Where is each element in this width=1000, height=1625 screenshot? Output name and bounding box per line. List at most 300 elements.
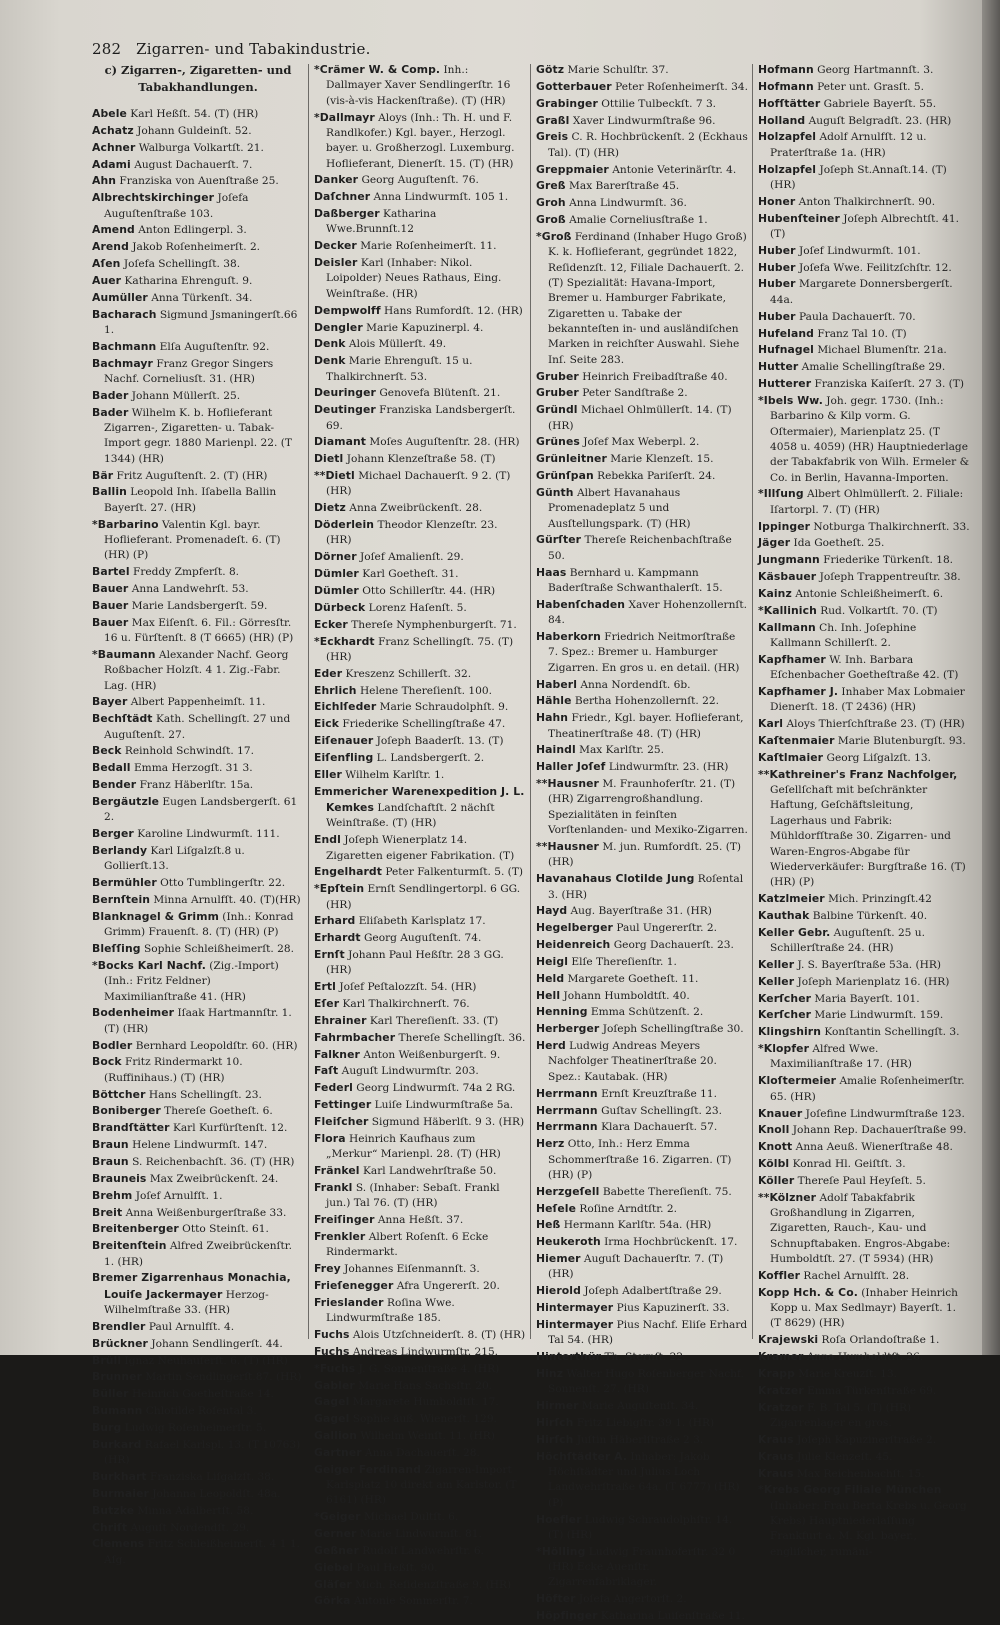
entry-details: J. S. Bayerſtraße 53a. (HR) [794,958,941,971]
entry-details: Ludwig Schraudolphſtr. 14. (T) (HR) [548,1513,733,1541]
entry-name: Diamant [314,435,367,449]
page-header [92,40,692,58]
entry-details: Rafael Karlspl. 13. (T 10763) (HR) [104,1438,301,1467]
directory-entry [92,239,304,255]
entry-details: Irma Hochbrückenſt. 17. [600,1236,738,1249]
entry-name: Herrmann [536,1103,598,1117]
entry-details: Margarete Goetheſt. 11. [564,972,699,985]
directory-entry [92,1403,304,1419]
directory-entry [758,243,970,259]
entry-details: Kath. Schellingſt. 27 und Auguſtenſt. 27. [104,713,291,741]
directory-entry [92,484,304,516]
directory-entry [536,1415,748,1431]
directory-entry [758,991,970,1007]
entry-details: Wilhelm Weinſt. 11. (HR) [357,1430,495,1443]
entry-name: Bartel [92,565,130,579]
directory-entry [314,716,526,732]
directory-entry [758,957,970,973]
directory-entry [314,62,526,109]
entry-details: Lorenz Haſenſt. 5. [365,601,467,614]
entry-details: Joſeph Schellingſtraße 30. [599,1023,744,1036]
entry-name: Ballin [92,485,127,499]
entry-details: Joſeph Wienerplatz 14. Zigaretten eigener Fabrikation. (T) [326,834,515,862]
column-1 [92,62,304,1569]
directory-entry [536,468,748,484]
directory-entry [758,1432,970,1448]
entry-name: Deuringer [314,386,376,400]
entry-name: Havanahaus Clotilde Jung [536,872,695,886]
entry-details: Karoline Lindwurmſt. 111. [133,828,280,841]
entry-name: *Crämer W. & Comp. [314,63,441,76]
entry-details: Joſefa Angertorſt. 2. [575,1593,687,1606]
entry-name: Bock [92,1055,122,1069]
entry-name: Chriſt [92,1520,128,1534]
directory-entry [536,1317,748,1349]
entry-details: Joſeph Kapuzinerſtraße 2. [793,1433,937,1446]
entry-details: Alfred Wwe. Maximilianſtraße 17. (HR) [770,1043,912,1071]
entry-name: Ertl [314,980,336,994]
entry-name: Haberl [536,677,577,691]
entry-details: Ernſt Sendlingertorpl. 6 GG. (HR) [326,883,521,911]
entry-details: Walter Hugo Roſenberger Nachf. Sonnenſt. 27. (HR) [548,1368,744,1396]
entry-name: Gartner [314,1445,362,1459]
entry-details: Heinrich Freibadſtraße 40. [578,370,728,383]
entry-name: Federl [314,1081,353,1095]
entry-name: Herberger [536,1022,600,1036]
entry-name: *Barbarino [92,517,159,531]
directory-entry [758,974,970,990]
entry-name: Flora [314,1131,346,1145]
column-2 [314,62,526,1610]
directory-entry [536,710,748,742]
directory-entry [92,875,304,891]
entry-details: Anna Dachauerſt. 28. [361,1446,480,1459]
entry-name: Kainz [758,587,792,600]
entry-details: Franz Häberlſtr. 15a. [136,779,254,792]
entry-details: Marie Klenzeſt. 15. [606,453,714,466]
directory-entry [92,615,304,647]
entry-details: Joſefa Schellingſt. 38. [120,258,241,271]
entry-name: Breit [92,1205,123,1219]
directory-entry [536,776,748,838]
directory-entry [536,62,748,78]
entry-name: Dietz [314,501,346,515]
entry-details: Katharina Ehrenguſt. 9. [121,274,253,287]
entry-details: Karl Kurfürſtenſt. 12. [169,1122,288,1135]
entry-name: Bader [92,388,129,402]
directory-entry [536,971,748,987]
entry-name: Huber [758,243,796,257]
entry-details: Balbine Türkenſt. 40. [809,909,928,922]
entry-details: Johann Klenzeſtraße 58. (T) [343,453,496,466]
directory-entry [92,1188,304,1204]
column-3 [536,62,748,1625]
entry-name: Denk [314,354,346,368]
entry-details: Sophie äuß. Wienerſt. 129. [349,1413,498,1426]
directory-entry [758,162,970,194]
entry-name: Achner [92,140,136,154]
entry-name: Heigl [536,954,568,968]
entry-details: Fritz Rindermarkt 10. (Ruffinihaus.) (T) (HR) [104,1056,243,1084]
entry-name: Haindl [536,743,576,757]
directory-entry [314,320,526,336]
entry-details: Rudolf Landwehrſtr. 6. [358,1544,484,1557]
directory-entry [536,129,748,161]
directory-entry [314,1327,526,1343]
entry-details: Xaver Hohenzollernſt. 84. [548,598,747,627]
entry-name: Knott [758,1140,793,1154]
entry-details: Joſeph Marienplatz 16. (HR) [794,975,950,988]
entry-details: Xaver Lindwurmſtraße 96. [569,114,716,127]
entry-name: *Geiger [314,1510,361,1524]
directory-entry [758,276,970,308]
directory-entry [314,996,526,1012]
entry-name: Bedall [92,761,131,775]
entry-details: Peter Roſenheimerſt. 34. [611,80,748,93]
directory-entry [92,1038,304,1054]
entry-name: Ippinger [758,519,811,533]
entry-details: Anton Thalkirchnerſt. 90. [795,195,936,208]
directory-entry [314,634,526,666]
entry-name: Arend [92,240,129,254]
directory-entry [314,468,526,500]
entry-name: Kapfhamer [758,652,826,666]
entry-details: August Dachauerſt. 7. [130,158,253,171]
entry-details: Fritz Auguſtenſt. 2. (T) (HR) [113,469,268,482]
entry-name: Bodler [92,1038,133,1052]
entry-details: (Zig.-Import) (Inh.: Fritz Feldner) Maximilianſtraße 41. (HR) [104,959,279,1003]
directory-entry [92,468,304,484]
entry-details: Georg Auguſtenſt. 76. [358,174,479,187]
directory-entry [92,123,304,139]
directory-entry [314,189,526,205]
directory-entry [314,699,526,715]
directory-entry [314,1013,526,1029]
entry-details: W. Inh. Barbara Eſchenbacher Goetheſtraße 42. (T) [770,653,959,682]
directory-entry [92,1103,304,1119]
entry-name: *Hölling [536,1544,586,1558]
entry-name: Dürbeck [314,600,366,614]
directory-entry [536,920,748,936]
directory-entry [536,485,748,532]
entry-name: Dörner [314,550,357,564]
entry-name: Erhard [314,914,356,928]
entry-details: Max Barerſtraße 45. [565,180,680,193]
directory-entry [536,1234,748,1250]
directory-entry [536,1217,748,1233]
entry-name: Dietl [314,452,344,466]
directory-entry [92,694,304,710]
entry-name: Haberkorn [536,630,601,644]
entry-name: Kallmann [758,620,816,634]
directory-entry [536,565,748,597]
entry-details: Roſental 3. (HR) [548,873,744,901]
entry-name: Aumüller [92,290,148,304]
directory-entry [758,211,970,243]
directory-entry [536,1103,748,1119]
entry-name: Clemens [92,1537,145,1551]
entry-name: *Fuchs [314,1361,356,1375]
entry-details: Johann Müllerſt. 25. [128,389,241,402]
entry-details: Katharina Wwe.Brunnſt.12 [326,208,437,236]
directory-entry [92,1270,304,1318]
entry-details: Hermann Karlſtr. 54a. (HR) [560,1219,712,1232]
directory-entry [536,1038,748,1085]
entry-name: Decker [314,239,357,253]
entry-details: Ferdinand (Inhaber Hugo Groß) K. k. Hoflieferant, gegründet 1822, Reſidenzſt. 12, Filiale Dachauerſt. 2. (T) Spezialität: Havana-Import, Bremer u. Hamburger Fabrikate, Zigaretten u. Tabake der bekannteſten in- und ausländiſchen Marken in reichſter Auswahl. Siehe Inſ. Seite 283. [548,230,747,366]
entry-name: Kerſcher [758,991,812,1005]
entry-name: *Epſtein [314,882,365,896]
directory-entry [314,767,526,783]
entry-details: Joſeph Baaderſt. 13. (T) [373,735,504,748]
entry-details: Alexander Nachf. Georg Roßbacher Holzſt. 4 1. Zig.-Fabr. Lag. (HR) [104,648,289,692]
entry-name: Braun [92,1138,129,1152]
directory-entry [92,1369,304,1385]
entry-details: Karl Liſgalzſt.8 u. Gollierſt.13. [104,844,245,873]
entry-details: Babette Thereſienſt. 75. [599,1185,732,1198]
directory-entry [536,629,748,676]
directory-entry [92,581,304,597]
entry-details: Albert Roſenſt. 6 Ecke Rindermarkt. [326,1230,489,1259]
entry-details: (Inhaber Heinrich Kopp u. Max Sedlmayr) Bayerſt. 1. (T 8629) (HR) [770,1286,958,1330]
directory-entry [92,517,304,564]
entry-details: Thereſe Paul Heyſeſt. 5. [794,1174,926,1187]
entry-details: Sophie Schleißheimerſt. 28. [140,943,294,956]
entry-details: Peter unt. Grasſt. 5. [813,80,924,93]
directory-entry [92,1536,304,1568]
entry-name: Hutterer [758,377,812,391]
directory-entry [536,1349,748,1365]
entry-details: Martin Sendlingerſt.87. (HR) [141,1371,302,1384]
entry-details: Anna Nordendſt. 6b. [577,678,691,691]
entry-details: Michael Dachauerſt. 9 2. (T) (HR) [326,470,511,498]
entry-details: Pius Nachf. Eliſe Erhard Tal 54. (HR) [548,1318,748,1347]
entry-name: Kölbl [758,1157,790,1171]
column-divider [530,64,531,1339]
entry-name: Burg [92,1421,122,1434]
entry-details: Antonie Sommerſtr. 7. [350,1595,473,1608]
entry-details: Marie Hans Sachsſtr. 20. [354,1379,493,1392]
directory-entry [314,1344,526,1360]
entry-details: Franziska von Auenſtraße 25. [116,175,279,188]
directory-entry [758,569,970,585]
directory-entry [758,62,970,78]
entry-name: Danker [314,173,359,187]
entry-name: Faſt [314,1064,339,1078]
directory-entry [758,1466,970,1482]
entry-details: Mich. Prinzingſt.42 [824,893,932,906]
directory-entry [758,96,970,112]
entry-name: Dümler [314,567,359,581]
directory-entry [314,172,526,188]
entry-details: Amalie Corneliusſtraße 1. [565,214,708,227]
entry-details: Thereſe Nymphenburgerſt. 71. [347,618,517,631]
directory-entry [314,947,526,979]
entry-name: Ehrainer [314,1013,367,1027]
entry-name: Hintermayer [536,1317,614,1331]
directory-entry [314,549,526,565]
entry-details: Freddy Zmpferſt. 8. [129,566,240,579]
entry-details: Anna Türkenſt. 34. [147,291,253,304]
directory-entry [758,733,970,749]
directory-entry [92,958,304,1005]
entry-name: Herrmann [536,1086,598,1100]
entry-name: Henning [536,1005,588,1019]
entry-details: Georg Dachauerſt. 23. [610,939,734,952]
entry-name: Fleiſcher [314,1115,369,1128]
entry-name: Keller [758,974,795,988]
entry-name: Hinz [536,1367,564,1380]
directory-entry [758,79,970,95]
directory-entry [92,598,304,614]
directory-entry [536,162,748,178]
directory-entry [92,1520,304,1536]
entry-name: Eiſenfling [314,750,374,764]
directory-entry [536,532,748,564]
entry-details: Mich. Reſidenzſtraße 9. (HR) [351,1578,512,1591]
entry-name: Kopp Hch. & Co. [758,1285,858,1299]
directory-entry [536,839,748,871]
entry-name: Berger [92,827,134,841]
entry-name: Hubenſteiner [758,211,840,225]
directory-entry [92,564,304,580]
entry-name: Görka [314,1594,351,1608]
entry-details: Ludwig Roſenheimerſtr. 5. [121,1422,267,1434]
entry-details: J. G. Sonnenſtraße 4. (HR) [355,1362,500,1375]
directory-entry [92,273,304,289]
entry-details: Margarete Donnersbergerſt. 44a. [770,278,953,306]
entry-details: Anna Humboldtſt. 26. [803,1351,924,1364]
directory-entry [314,1295,526,1327]
directory-entry [536,1004,748,1020]
entry-details: Otto Schillerſtr. 44. (HR) [358,585,496,597]
entry-name: Hoefler [536,1512,582,1526]
entry-name: Hierold [536,1284,581,1298]
entry-name: Höfter [536,1592,576,1606]
directory-entry [314,206,526,238]
directory-entry [536,677,748,693]
entry-details: Ida Goetheſt. 25. [790,537,885,550]
entry-details: Konſtantin Schellingſt. 3. [821,1026,960,1039]
entry-name: Hirſch [536,1432,574,1446]
entry-details: Rebekka Pariſerſt. 24. [593,470,716,483]
entry-details: Franz Schellingſt. 75. (T)(HR) [326,635,514,663]
directory-entry [758,891,970,907]
entry-name: Hufnagel [758,343,814,357]
entry-details: Johann Sendlingerſt. 44. [147,1337,283,1350]
directory-entry [314,402,526,434]
entry-name: Bachmann [92,339,157,353]
entry-details: Alois Utzſchneiderſt. 8. (T) (HR) [349,1328,526,1341]
entry-details: Minna Adalbertſt. 58. [134,1504,254,1517]
directory-entry [758,684,970,716]
directory-entry [314,1445,526,1461]
entry-details: Bertha Hohenzollernſt. 22. [571,695,719,708]
directory-entry [92,941,304,957]
entry-name: Hähle [536,694,572,708]
page-running-title: Zigarren- und Tabakindustrie. [136,40,371,58]
entry-name: Kratzer [758,1383,804,1397]
directory-entry [758,1106,970,1122]
entry-name: Habenſchaden [536,597,626,611]
directory-entry [314,1063,526,1079]
entry-details: Sigmund Häberlſt. 9 3. (HR) [368,1116,525,1128]
directory-entry [92,892,304,908]
entry-details: Michael Ohlmüllerſt. 14. (T)(HR) [548,404,732,432]
directory-entry [314,832,526,864]
directory-entry [536,402,748,434]
directory-entry [758,113,970,129]
entry-details: Amalie Roſenheimerſtr. 65. (HR) [770,1075,965,1103]
directory-entry [536,1119,748,1135]
entry-name: Heukeroth [536,1235,601,1249]
directory-entry [314,110,526,172]
entry-details: Joſeph St.Annaſt.14. (T)(HR) [770,163,947,191]
directory-entry [758,716,970,732]
entry-details: Joſefa Auguſtenſtraße 103. [104,192,249,220]
entry-name: Groß [536,213,566,227]
entry-name: Huber [758,277,796,291]
entry-details: Herzog-Wilhelmſtraße 33. (HR) [104,1288,269,1317]
entry-name: Bleſſing [92,942,141,956]
directory-entry [536,759,748,775]
directory-entry [536,369,748,385]
directory-entry [536,385,748,401]
directory-entry [314,683,526,699]
entry-details: Paula Dachauerſt. 70. [795,310,916,323]
entry-name: Hiemer [536,1252,581,1266]
entry-name: Gallion [314,1429,358,1443]
entry-name: Herrmann [536,1120,598,1134]
directory-entry [758,1383,970,1399]
entry-details: Emma Türkenſtraße 69. [803,1384,937,1397]
entry-name: Grünleitner [536,452,607,466]
entry-name: Fuchs [314,1344,350,1358]
directory-entry [758,1482,970,1560]
entry-details: Ernſt Kreuzſtraße 11. [597,1087,718,1100]
entry-name: Höchſtädter A. [536,1449,628,1463]
entry-details: Joſef Lindwurmſt. 101. [795,244,921,257]
entry-name: Held [536,971,565,985]
directory-entry [314,881,526,913]
entry-name: *Kallinich [758,603,817,617]
directory-entry [92,290,304,306]
entry-details: Ignaz Neuhauſerſt. 6. (T) (HR) [121,1354,288,1367]
entry-name: Engelhardt [314,865,383,879]
directory-entry [758,620,970,652]
directory-entry [314,1394,526,1410]
directory-entry [758,908,970,924]
directory-entry [92,1420,304,1436]
entry-details: Albert Ohlmüllerſt. 2. Filiale: Iſartorpl. 7. (T) (HR) [770,488,964,516]
entry-details: Aug. Bayerſtraße 31. (HR) [567,905,712,918]
entry-details: (Inh.: Konrad Grimm) Frauenſt. 8. (T) (HR) (P) [104,910,294,939]
directory-entry [536,1201,748,1217]
entry-details: Rachel Arnulfſt. 28. [800,1269,910,1282]
entry-details: Walburga Volkartſt. 21. [135,141,264,154]
entry-details: Otto Steinſt. 61. [178,1223,269,1236]
entry-details: Max Karlſtr. 25. [575,744,664,757]
entry-name: Brandſtätter [92,1121,170,1135]
entry-name: Fahrmbacher [314,1030,396,1044]
directory-entry [92,256,304,272]
directory-entry [92,1205,304,1221]
entry-name: Eick [314,717,340,731]
entry-name: Achatz [92,123,134,137]
entry-name: Bermühler [92,876,157,890]
entry-name: Deisler [314,256,358,270]
entry-details: Ottilie Tulbeckſt. 7 3. [597,97,717,110]
